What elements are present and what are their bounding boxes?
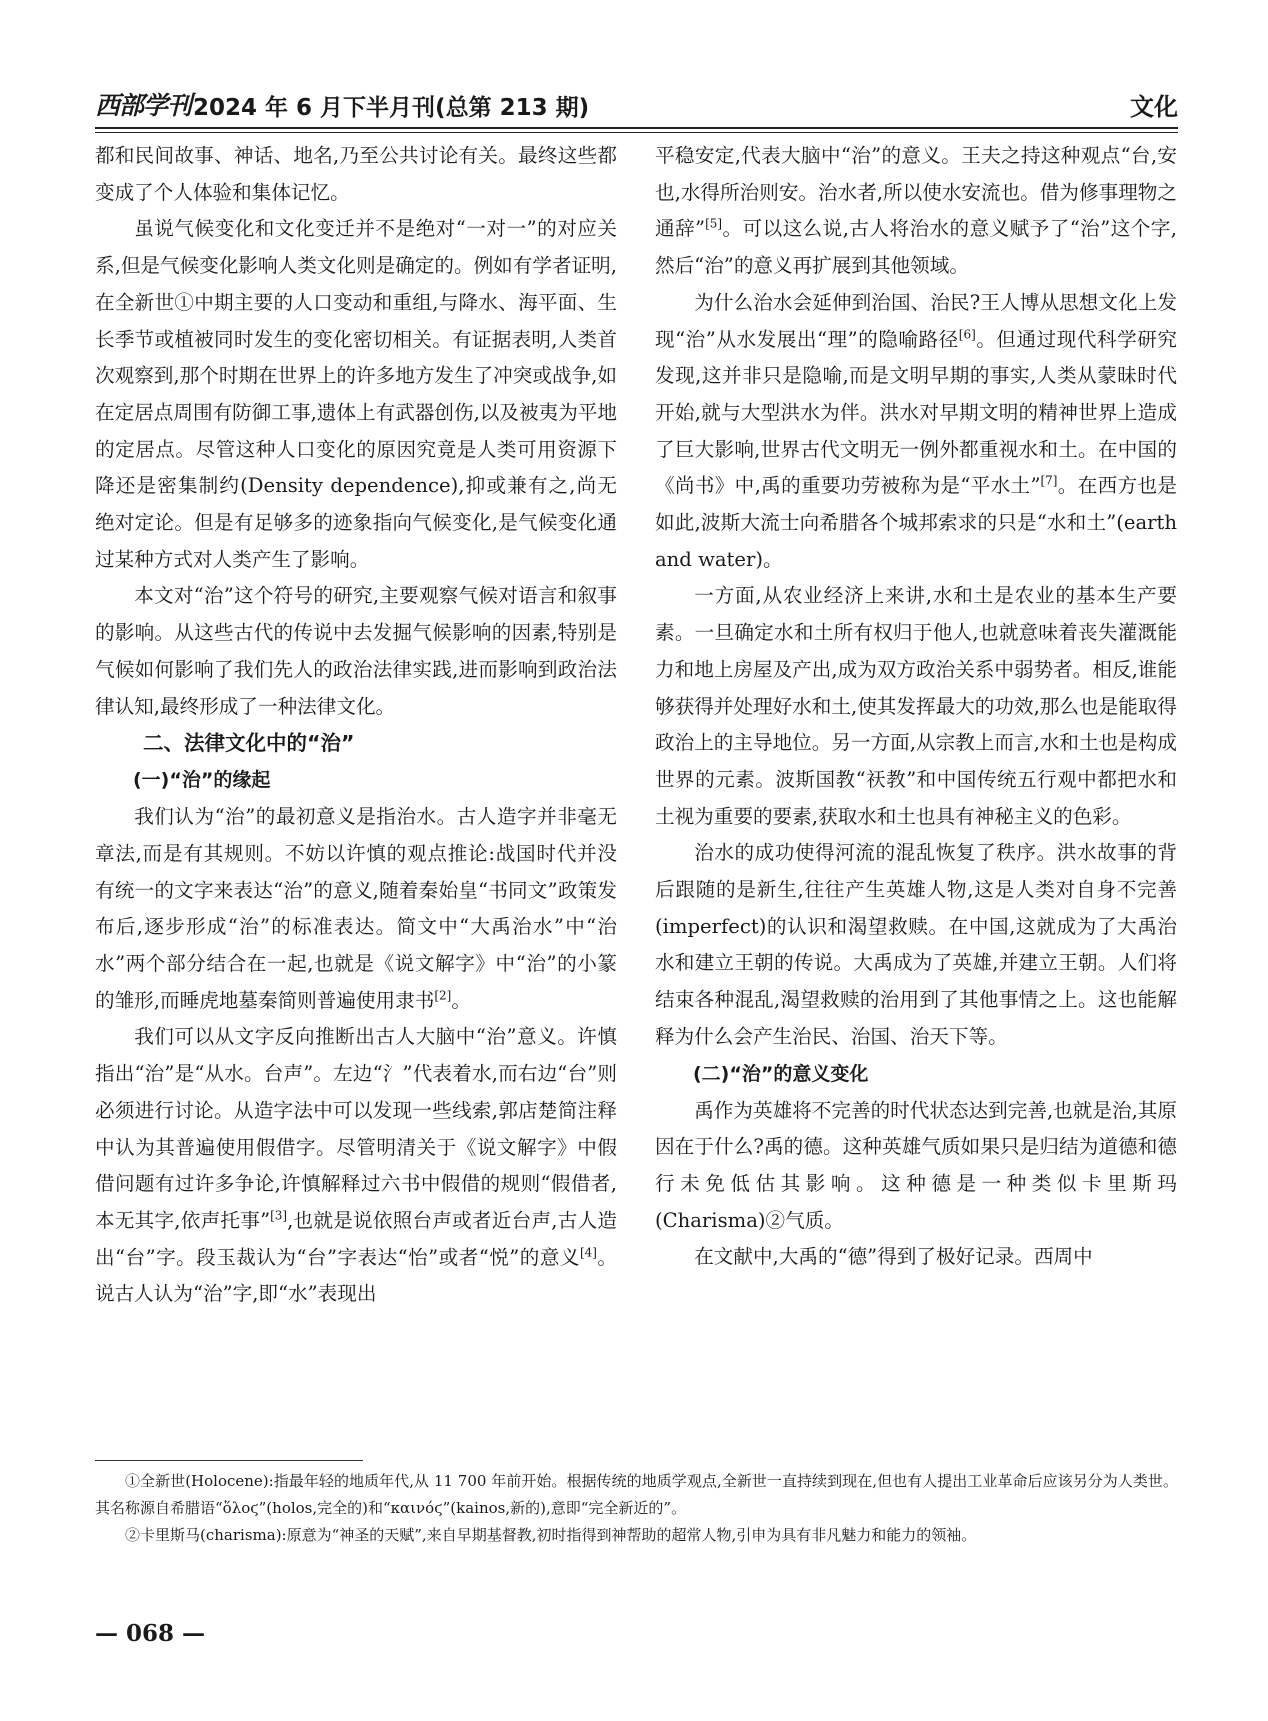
paragraph: 本文对“治”这个符号的研究,主要观察气候对语言和叙事的影响。从这些古代的传说中去发掘气候影响的因素,特别是气候如何影响了我们先人的政治法律实践,进而影响到政治法律认知,最终形成了一种法律文化。 xyxy=(95,584,617,718)
paragraph xyxy=(95,799,617,1019)
section-heading: 二、法律文化中的“治” xyxy=(143,731,355,756)
subsection-heading: (一)“治”的缘起 xyxy=(133,769,271,792)
right-column xyxy=(655,138,1177,1446)
paragraph xyxy=(655,285,1177,579)
text-run: 我们认为“治”的最初意义是指治水。古人造字并非毫无章法,而是有其规则。不妨以许慎的观点推论:战国时代并没有统一的文字来表达“治”的意义,随着秦始皇“书同文”政策发布后,逐步形成“治”的标准表达。简文中“大禹治水”中“治水”两个部分结合在一起,也就是《说文解字》中“治”的小篆的雏形,而睡虎地墓秦简则普遍使用隶书 xyxy=(95,805,617,1012)
text-run: 中期主要的人口变动和重组,与降水、海平面、生长季节或植被同时发生的变化密切相关。有证据表明,人类首次观察到,那个时期在世界上的许多地方发生了冲突或战争,如在定居点周围有防御工事,遗体上有武器创伤,以及被夷为平地的定居点。尽管这种人口变化的原因究竟是人类可用资源下降还是密集制约(Density dependence),抑或兼有之,尚无绝对定论。但是有足够多的迹象指向气候变化,是气候变化通过某种方式对人类产生了影响。 xyxy=(95,290,617,571)
paragraph xyxy=(95,1019,617,1313)
paragraph: 在文献中,大禹的“德”得到了极好记录。西周中 xyxy=(694,1245,1093,1269)
paragraph: 都和民间故事、神话、地名,乃至公共讨论有关。最终这些都变成了个人体验和集体记忆。 xyxy=(95,144,617,204)
text-run: ,也就是说依照台声或者近台声,古人造出“台”字。段玉裁认为“台”字表达“怡”或者“悦”的意义 xyxy=(95,1208,617,1269)
citation-marker[interactable]: [3] xyxy=(270,1208,288,1223)
text-run: 虽说气候变化和文化变迁并不是绝对“一对一”的对应关系,但是气候变化影响人类文化则是确定的。例如有学者证明,在全新世 xyxy=(95,217,617,314)
footnotes xyxy=(95,1468,1178,1549)
paragraph xyxy=(655,138,1177,285)
running-header xyxy=(95,82,1178,122)
text-run: 。在西方也是如此,波斯大流士向希腊各个城邦索求的只是“水和土”(earth and water)。 xyxy=(655,474,1177,571)
citation-marker[interactable]: [6] xyxy=(958,326,976,341)
paragraph: 治水的成功使得河流的混乱恢复了秩序。洪水故事的背后跟随的是新生,往往产生英雄人物,这是人类对自身不完善(imperfect)的认识和渴望救赎。在中国,这就成为了大禹治水和建立王朝的传说。大禹成为了英雄,并建立王朝。人们将结束各种混乱,渴望救赎的治用到了其他事情之上。这也能解释为什么会产生治民、治国、治天下等。 xyxy=(655,841,1177,1048)
page-number: — 068 — xyxy=(95,1620,206,1647)
text-run: 为什么治水会延伸到治国、治民?王人博从思想文化上发现“治”从水发展出“理”的隐喻路径 xyxy=(655,290,1177,351)
text-run: 禹作为英雄将不完善的时代状态达到完善,也就是治,其原因在于什么?禹的德。这种英雄气质如果只是归结为道德和德行未免低估其影响。这种德是一种类似卡里斯玛(Charisma) xyxy=(655,1098,1177,1232)
paragraph xyxy=(95,211,617,578)
text-run: 。 xyxy=(451,988,471,1012)
footnote-rule xyxy=(95,1460,363,1461)
text-run: 平稳安定,代表大脑中“治”的意义。王夫之持这种观点“台,安也,水得所治则安。治水者,所以使水安流也。借为修事理物之通辞” xyxy=(655,144,1177,241)
footnote-marker[interactable]: ① xyxy=(174,290,195,314)
citation-marker[interactable]: [4] xyxy=(579,1245,597,1260)
text-run: 气质。 xyxy=(785,1208,844,1232)
text-run: 。说古人认为“治”字,即“水”表现出 xyxy=(95,1245,617,1306)
citation-marker[interactable]: [7] xyxy=(1040,473,1058,488)
journal-logo: 西部学刊 xyxy=(95,91,192,120)
footnote-marker[interactable]: ② xyxy=(765,1208,786,1232)
left-column xyxy=(95,138,617,1446)
citation-marker[interactable]: [5] xyxy=(705,216,723,231)
citation-marker[interactable]: [2] xyxy=(434,988,452,1003)
header-rule xyxy=(95,127,1178,133)
footnote: ②卡里斯马(charisma):原意为“神圣的天赋”,来自早期基督教,初时指得到神帮助的超常人物,引申为具有非凡魅力和能力的领袖。 xyxy=(125,1526,977,1544)
issue-info: 2024 年 6 月下半月刊(总第 213 期) xyxy=(193,95,590,121)
header-left xyxy=(95,86,589,122)
subsection-heading: (二)“治”的意义变化 xyxy=(693,1062,869,1085)
text-run: 。但通过现代科学研究发现,这并非只是隐喻,而是文明早期的事实,人类从蒙昧时代开始,就与大型洪水为伴。洪水对早期文明的精神世界上造成了巨大影响,世界古代文明无一例外都重视水和土。在中国的《尚书》中,禹的重要功劳被称为是“平水土” xyxy=(655,327,1177,498)
text-run: 。可以这么说,古人将治水的意义赋予了“治”这个字,然后“治”的意义再扩展到其他领域。 xyxy=(655,217,1177,278)
text-run: 我们可以从文字反向推断出古人大脑中“治”意义。许慎指出“治”是“从水。台声”。左边“氵”代表着水,而右边“台”则必须进行讨论。从造字法中可以发现一些线索,郭店楚简注释中认为其普遍使用假借字。尽管明清关于《说文解字》中假借问题有过许多争论,许慎解释过六书中假借的规则“假借者,本无其字,依声托事” xyxy=(95,1025,617,1232)
footnote: ①全新世(Holocene):指最年轻的地质年代,从 11 700 年前开始。根据传统的地质学观点,全新世一直持续到现在,但也有人提出工业革命后应该另分为人类世。其名称源自希腊语“ὅλοϛ”(holos,完全的)和“καινόϛ”(kainos,新的),意即“完全新近的”。 xyxy=(95,1472,1178,1517)
paragraph xyxy=(655,1093,1177,1240)
section-name: 文化 xyxy=(1130,93,1178,121)
paragraph: 一方面,从农业经济上来讲,水和土是农业的基本生产要素。一旦确定水和土所有权归于他人,也就意味着丧失灌溉能力和地上房屋及产出,成为双方政治关系中弱势者。相反,谁能够获得并处理好水和土,使其发挥最大的功效,那么也是能取得政治上的主导地位。另一方面,从宗教上而言,水和土也是构成世界的元素。波斯国教“祆教”和中国传统五行观中都把水和土视为重要的要素,获取水和土也具有神秘主义的色彩。 xyxy=(655,584,1177,828)
